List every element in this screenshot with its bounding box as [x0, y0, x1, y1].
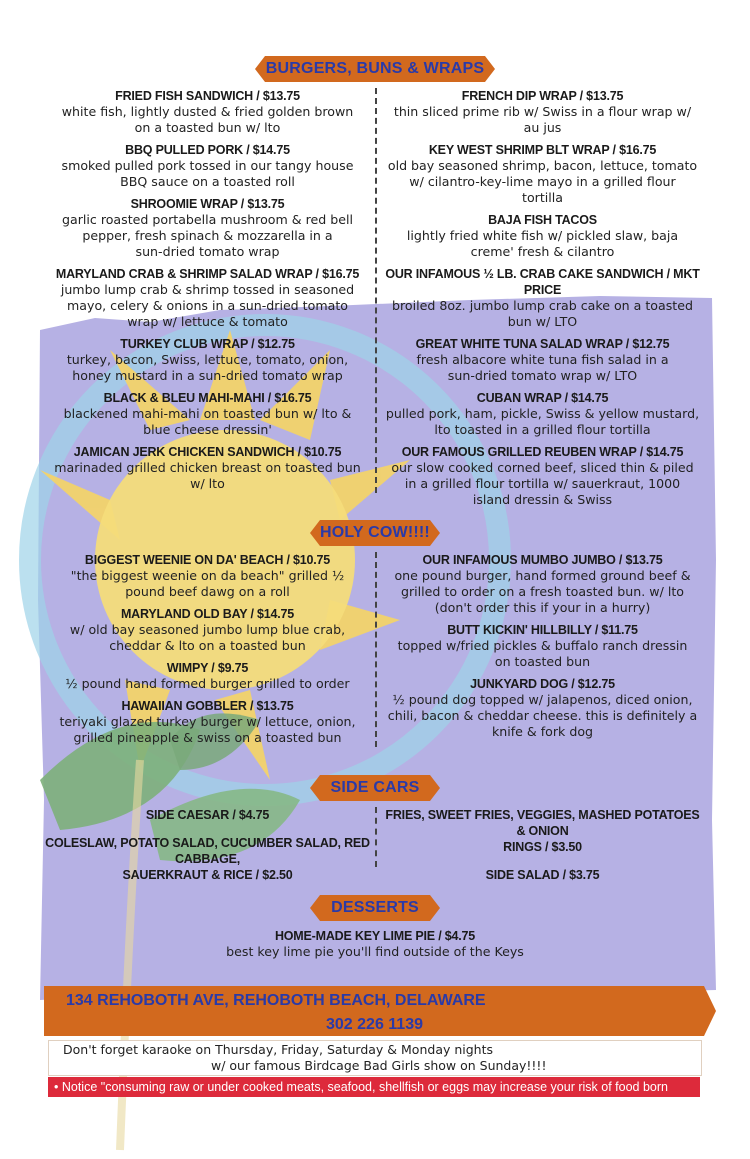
menu-item-description: teriyaki glazed turkey burger w/ lettuce, onion, — [59, 714, 356, 729]
menu-item — [40, 660, 375, 692]
menu-item-description: ½ pound hand formed burger grilled to order — [65, 676, 350, 691]
menu-item — [40, 606, 375, 654]
section-banner-burgers: BURGERS, BUNS & WRAPS — [265, 56, 485, 82]
menu-item-description: (don't order this if your in a hurry) — [434, 600, 651, 615]
menu-item-name: OUR INFAMOUS MUMBO JUMBO / $13.75 — [422, 553, 663, 567]
address: 134 REHOBOTH AVE, REHOBOTH BEACH, DELAWARE — [66, 992, 486, 1009]
menu-item — [40, 266, 375, 330]
section-banner-desserts: DESSERTS — [320, 895, 430, 921]
menu-item-description: "the biggest weenie on da beach" grilled ½ — [70, 568, 345, 583]
menu-item-description: jumbo lump crab & shrimp tossed in seasoned — [60, 282, 355, 297]
menu-item-name: KEY WEST SHRIMP BLT WRAP / $16.75 — [428, 143, 657, 157]
sides-list-line: COLESLAW, POTATO SALAD, CUCUMBER SALAD, RED CABBAGE, — [45, 836, 370, 866]
menu-item-name: WIMPY / $9.75 — [166, 661, 249, 675]
menu-item-description: topped w/fried pickles & buffalo ranch dressin — [397, 638, 688, 653]
menu-item — [40, 142, 375, 190]
menu-item-name: BBQ PULLED PORK / $14.75 — [125, 143, 290, 157]
menu-item-description: our slow cooked corned beef, sliced thin & piled — [391, 460, 694, 475]
menu-item — [380, 212, 705, 260]
menu-item-name: OUR FAMOUS GRILLED REUBEN WRAP / $14.75 — [401, 445, 684, 459]
column-divider — [375, 88, 377, 493]
side-salad: SIDE SALAD / $3.75 — [485, 868, 600, 882]
menu-item-description: creme' fresh & cilantro — [470, 244, 615, 259]
menu-item-description: blue cheese dressin' — [143, 422, 272, 437]
menu-item-description: knife & fork dog — [491, 724, 594, 739]
karaoke-line: w/ our famous Birdcage Bad Girls show on Sunday!!!! — [211, 1058, 547, 1073]
menu-item-name: BLACK & BLEU MAHI-MAHI / $16.75 — [103, 391, 312, 405]
menu-item-description: turkey, bacon, Swiss, lettuce, tomato, onion, — [66, 352, 349, 367]
menu-item — [380, 142, 705, 206]
menu-item-name: FRENCH DIP WRAP / $13.75 — [461, 89, 624, 103]
menu-item — [40, 444, 375, 492]
menu-item — [380, 266, 705, 330]
menu-item-name: CUBAN WRAP / $14.75 — [476, 391, 609, 405]
menu-item-name: BIGGEST WEENIE ON DA' BEACH / $10.75 — [84, 553, 331, 567]
menu-item-name: GREAT WHITE TUNA SALAD WRAP / $12.75 — [415, 337, 670, 351]
phone-number[interactable]: 302 226 1139 — [326, 1016, 423, 1033]
menu-item-description: au jus — [523, 120, 562, 135]
menu-item-name: SHROOMIE WRAP / $13.75 — [130, 197, 285, 211]
menu-item — [40, 336, 375, 384]
menu-item-description: wrap w/ lettuce & tomato — [127, 314, 288, 329]
menu-item-name: FRIED FISH SANDWICH / $13.75 — [115, 89, 300, 103]
sides-list-line: FRIES, SWEET FRIES, VEGGIES, MASHED POTATOES & ONION — [385, 808, 700, 838]
menu-item — [380, 552, 705, 616]
menu-item-description: w/ lto — [190, 476, 225, 491]
menu-item-description: sun-dried tomato wrap — [135, 244, 280, 259]
health-notice: • Notice "consuming raw or under cooked meats, seafood, shellfish or eggs may increase your risk of food born illness — [48, 1077, 700, 1097]
sides-left-column — [40, 807, 375, 883]
column-divider — [375, 552, 377, 747]
menu-item-name: BUTT KICKIN' HILLBILLY / $11.75 — [447, 623, 638, 637]
sides-right-column — [380, 807, 705, 883]
holycow-left-column — [40, 552, 375, 752]
menu-item-description: on toasted bun — [494, 654, 591, 669]
karaoke-note — [48, 1040, 702, 1076]
karaoke-line: Don't forget karaoke on Thursday, Friday, Saturday & Monday nights — [63, 1042, 494, 1057]
menu-item-description: thin sliced prime rib w/ Swiss in a flour wrap w/ — [393, 104, 692, 119]
menu-item-description: marinaded grilled chicken breast on toasted bun — [54, 460, 361, 475]
burgers-left-column — [40, 88, 375, 498]
menu-item — [40, 88, 375, 136]
menu-item-description: on a toasted bun w/ lto — [134, 120, 281, 135]
menu-item-description: garlic roasted portabella mushroom & red bell — [62, 212, 353, 227]
menu-item-description: old bay seasoned shrimp, bacon, lettuce, tomato — [387, 158, 698, 173]
menu-item — [380, 88, 705, 136]
menu-item-description: smoked pulled pork tossed in our tangy house — [61, 158, 354, 173]
dessert-block — [120, 928, 630, 960]
menu-item-description: pound beef dawg on a roll — [125, 584, 290, 599]
menu-item-description: lightly fried white fish w/ pickled slaw, baja — [406, 228, 679, 243]
menu-item-name: MARYLAND OLD BAY / $14.75 — [120, 607, 295, 621]
dessert-description: best key lime pie you'll find outside of the Keys — [226, 944, 524, 959]
menu-item-name: OUR INFAMOUS ½ LB. CRAB CAKE SANDWICH / MKT PRICE — [385, 267, 700, 297]
menu-item-description: fresh albacore white tuna fish salad in a — [416, 352, 669, 367]
menu-item-description: mayo, celery & onions in a sun-dried tomato — [67, 298, 348, 313]
section-banner-sidecars: SIDE CARS — [320, 775, 430, 801]
menu-item-name: JUNKYARD DOG / $12.75 — [470, 677, 615, 691]
menu-item-description: island dressin & Swiss — [472, 492, 613, 507]
menu-item-description: grilled to order on a fresh toasted bun. w/ lto — [401, 584, 684, 599]
menu-item-description: grilled pineapple & swiss on a toasted bun — [73, 730, 342, 745]
menu-item-name: MARYLAND CRAB & SHRIMP SALAD WRAP / $16.75 — [55, 267, 360, 281]
menu-item — [40, 698, 375, 746]
menu-item-description: pulled pork, ham, pickle, Swiss & yellow mustard, — [385, 406, 700, 421]
menu-item — [40, 552, 375, 600]
menu-item-name: JAMICAN JERK CHICKEN SANDWICH / $10.75 — [73, 445, 342, 459]
menu-item-description: honey mustard in a sun-dried tomato wrap — [72, 368, 343, 383]
menu-item — [380, 444, 705, 508]
menu-item-description: tortilla — [522, 190, 563, 205]
menu-item-description: pepper, fresh spinach & mozzarella in a — [82, 228, 333, 243]
menu-item-description: w/ cilantro-key-lime mayo in a grilled flour — [409, 174, 676, 189]
menu-item — [380, 676, 705, 740]
menu-item-description: cheddar & lto on a toasted bun — [109, 638, 306, 653]
menu-item-description: lto toasted in a grilled flour tortilla — [434, 422, 651, 437]
menu-item — [40, 390, 375, 438]
menu-item-description: blackened mahi-mahi on toasted bun w/ lto & — [63, 406, 352, 421]
menu-item-description: sun-dried tomato wrap w/ LTO — [447, 368, 638, 383]
menu-item-description: chili, bacon & cheddar cheese. this is definitely a — [387, 708, 698, 723]
column-divider — [375, 807, 377, 867]
menu-item-name: BAJA FISH TACOS — [488, 213, 597, 227]
menu-item — [380, 622, 705, 670]
menu-item-description: broiled 8oz. jumbo lump crab cake on a toasted — [392, 298, 693, 313]
menu-item-name: TURKEY CLUB WRAP / $12.75 — [120, 337, 295, 351]
menu-item-description: one pound burger, hand formed ground beef & — [394, 568, 691, 583]
menu-item-description: BBQ sauce on a toasted roll — [120, 174, 295, 189]
sides-list-line: RINGS / $3.50 — [503, 840, 582, 854]
menu-item-description: ½ pound dog topped w/ jalapenos, diced onion, — [392, 692, 693, 707]
side-caesar: SIDE CAESAR / $4.75 — [145, 808, 270, 822]
sides-list-line: SAUERKRAUT & RICE / $2.50 — [122, 868, 293, 882]
menu-item-description: in a grilled flour tortilla w/ sauerkraut, 1000 — [404, 476, 681, 491]
menu-item — [380, 336, 705, 384]
holycow-right-column — [380, 552, 705, 746]
menu-item — [380, 390, 705, 438]
menu-item-description: w/ old bay seasoned jumbo lump blue crab, — [69, 622, 346, 637]
menu-item-description: white fish, lightly dusted & fried golden brown — [61, 104, 354, 119]
menu-item — [40, 196, 375, 260]
burgers-right-column — [380, 88, 705, 514]
section-banner-holycow: HOLY COW!!!! — [320, 520, 430, 546]
dessert-name: HOME-MADE KEY LIME PIE / $4.75 — [274, 929, 476, 943]
menu-item-description: bun w/ LTO — [507, 314, 578, 329]
menu-item-name: HAWAIIAN GOBBLER / $13.75 — [121, 699, 294, 713]
